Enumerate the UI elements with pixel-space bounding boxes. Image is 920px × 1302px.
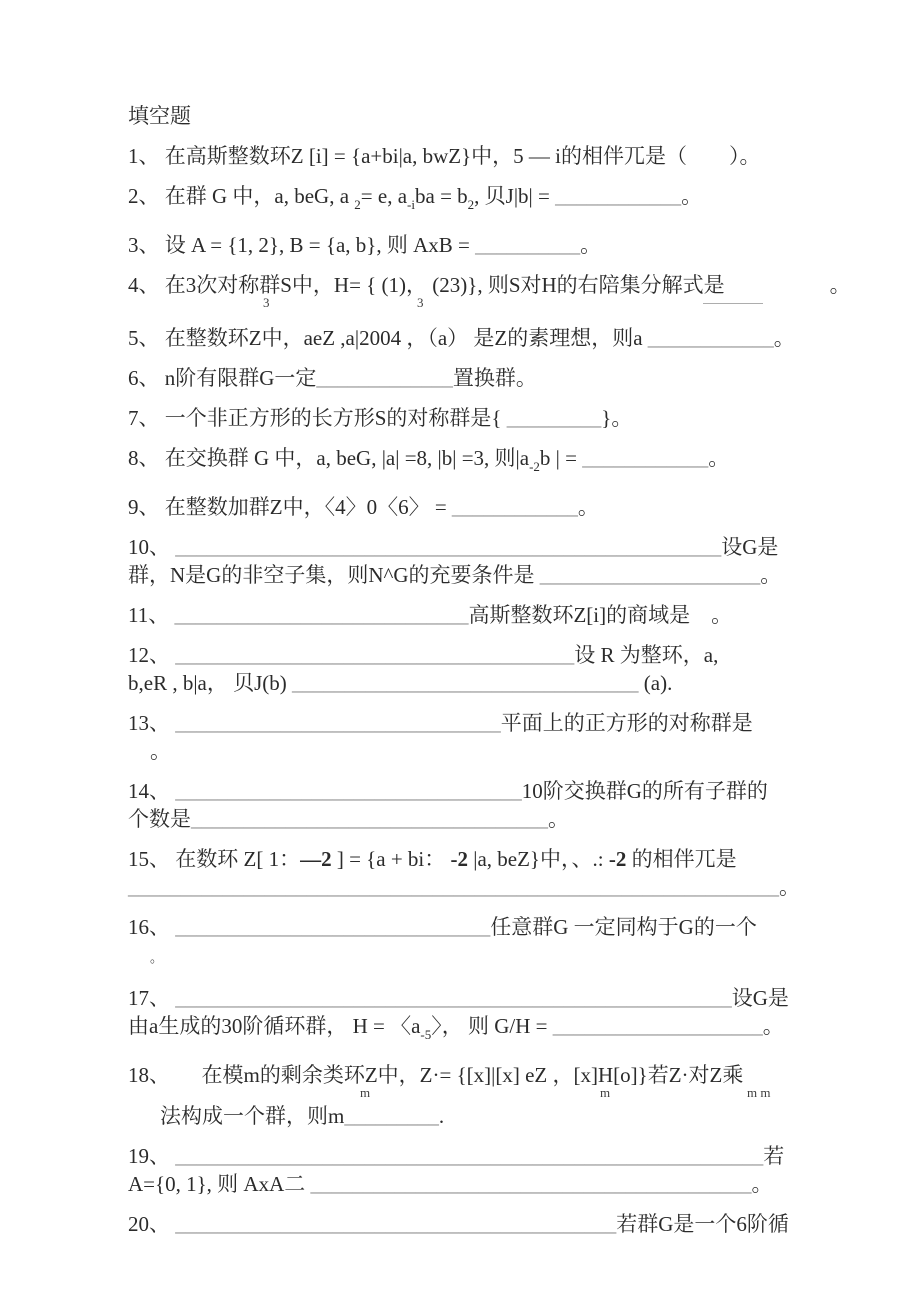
question-line (128, 271, 870, 312)
text-segment: 。 (708, 446, 730, 470)
blank-underline: ____________ (555, 184, 682, 208)
question-line (128, 873, 870, 901)
question-line (128, 941, 870, 972)
text-segment (725, 273, 830, 297)
blank-underline: ____________________________________________________ (175, 535, 722, 559)
text-segment: 。 (580, 233, 602, 257)
question-line (128, 984, 870, 1012)
text-segment: 置换群。 (452, 366, 537, 390)
text-segment: 的相伴兀是 (626, 847, 737, 871)
text-segment: 。 (779, 875, 800, 899)
question-line (128, 845, 870, 873)
question-line (128, 641, 870, 669)
subscript-row (128, 1085, 870, 1102)
text-segment: -2 (529, 459, 540, 474)
text-segment: 15、 在数环 Z[ 1： (128, 847, 301, 871)
question-line (128, 364, 870, 392)
text-segment: 7、 一个非正方形的长方形S的对称群是{ (128, 406, 507, 430)
question-line (128, 1012, 870, 1049)
text-segment: 6、 n阶有限群G一定 (128, 366, 317, 390)
text-segment: 8、 在交换群 G 中，a, beG, |a| =8, |b| =3, 则|a (128, 446, 530, 470)
text-segment: ba = b (415, 184, 468, 208)
text-segment: (a). (638, 671, 673, 695)
subscript-glyph: m (360, 1085, 371, 1100)
text-segment: 若群G是一个6阶循 (616, 1212, 789, 1236)
text-segment: 。 (773, 326, 795, 350)
text-segment: -5 (420, 1027, 432, 1042)
question-line (128, 142, 870, 170)
text-segment: 14、 (128, 779, 176, 803)
text-segment: —2 (300, 847, 332, 871)
blank-underline: _______________________________ (175, 711, 501, 735)
page-title: 填空题 (128, 104, 191, 128)
text-segment: 任意群G 一定同构于G的一个 (490, 915, 757, 939)
question-line (128, 1142, 870, 1170)
text-segment: 个数是 (128, 807, 191, 831)
text-segment: 2、 在群 G 中，a, beG, a (128, 184, 355, 208)
text-segment: 。 (577, 495, 599, 519)
blank-underline: __________________________________________ (175, 1212, 617, 1236)
question-line (128, 231, 870, 259)
text-segment: 5、 在整数环Z中，aeZ ,a|2004 ，（a） 是Z的素理想，则a (128, 326, 648, 350)
blank-underline: _________ (344, 1104, 439, 1128)
text-segment: 3、 设 A = {1, 2}, B = {a, b}, 则 AxB = (128, 233, 476, 257)
blank-underline: __________________________________________ (310, 1172, 752, 1196)
text-segment: |a, beZ}中，、.: (468, 847, 609, 871)
blank-underline: _________________________________ (175, 779, 522, 803)
blank-rule (703, 303, 763, 304)
text-segment: 18、 在模m的剩余类环Z中，Z·= {[x]|[x] eZ ，[x]H[o]}若Z·对Z乘 (128, 1063, 744, 1087)
question-line (128, 404, 870, 432)
text-segment: 。 (150, 739, 171, 763)
text-segment: 10阶交换群G的所有子群的 (521, 779, 768, 803)
text-segment: 平面上的正方形的对称群是 (500, 711, 753, 735)
text-segment: 〉， 则 G/H = (431, 1014, 553, 1038)
question-line (128, 669, 870, 697)
text-segment: ] = {a + bi： (331, 847, 451, 871)
subscript-glyph: m m (747, 1085, 771, 1100)
subscript-glyph: 3 (417, 295, 424, 310)
text-segment: 。 (150, 950, 164, 965)
text-segment: -i (407, 197, 415, 212)
text-segment: b,eR , b|a， 贝J(b) (128, 671, 293, 695)
text-segment: 13、 (128, 711, 176, 735)
text-segment: }。 (601, 406, 633, 430)
text-segment: 。 (760, 563, 782, 587)
blank-underline: ____________________________ (174, 603, 469, 627)
text-segment: 高斯整数环Z[i]的商域是 。 (468, 603, 733, 627)
text-segment: 设 R 为整环，a, (574, 643, 719, 667)
question-line (128, 737, 870, 765)
blank-underline: _____________ (316, 366, 453, 390)
question-line (128, 1170, 870, 1198)
question-line (128, 1061, 870, 1102)
text-segment: 。 (829, 273, 851, 297)
blank-underline: ________________________________________________________ (175, 1144, 764, 1168)
text-segment: = e, a (360, 184, 408, 208)
question-line (128, 1210, 870, 1238)
text-segment: -2 (450, 847, 468, 871)
question-line (128, 1102, 870, 1130)
text-segment: 11、 (128, 603, 175, 627)
text-segment: 10、 (128, 535, 176, 559)
text-segment: 19、 (128, 1144, 176, 1168)
text-segment: 设G是 (721, 535, 779, 559)
text-segment: -2 (608, 847, 627, 871)
question-line (128, 805, 870, 833)
question-line (128, 601, 870, 629)
blank-underline: _________________________________ (292, 671, 639, 695)
text-segment: 9、 在整数加群Z中，〈4〉0〈6〉 = (128, 495, 452, 519)
blank-underline: ______________________________ (175, 915, 491, 939)
text-segment: b | = (539, 446, 583, 470)
text-segment: 2 (467, 197, 475, 212)
question-line (128, 533, 870, 561)
blank-underline: ______________________________________ (175, 643, 575, 667)
subscript-glyph: m (600, 1085, 611, 1100)
subscript-glyph: 3 (263, 295, 270, 310)
text-segment: , 贝J|b| = (474, 184, 556, 208)
text-segment: 群，N是G的非空子集，则N^G的充要条件是 (128, 563, 540, 587)
text-segment: 由a生成的30阶循环群， H = 〈a (128, 1014, 421, 1038)
blank-underline: _____________________________________________________ (175, 986, 732, 1010)
text-segment: 法构成一个群，则m (160, 1104, 345, 1128)
text-segment: 12、 (128, 643, 176, 667)
question-line (128, 324, 870, 352)
question-line (128, 561, 870, 589)
text-segment: 16、 (128, 915, 176, 939)
text-segment: A={0, 1}, 则 AxA二 (128, 1172, 311, 1196)
text-segment: 20、 (128, 1212, 176, 1236)
document-body (128, 142, 870, 1238)
blank-underline: ____________ (647, 326, 774, 350)
question-line (128, 709, 870, 737)
text-segment: 。 (762, 1014, 784, 1038)
question-line (128, 182, 870, 219)
blank-underline: ____________ (451, 495, 578, 519)
text-segment: . (438, 1104, 445, 1128)
question-line (128, 444, 870, 481)
text-segment: 。 (681, 184, 703, 208)
blank-underline: ____________________ (552, 1014, 763, 1038)
blank-underline: ______________________________________________________________ (128, 875, 779, 899)
text-segment: 。 (548, 807, 569, 831)
blank-underline: ____________ (582, 446, 709, 470)
blank-underline: __________________________________ (191, 807, 548, 831)
text-segment: 若 (763, 1144, 785, 1168)
subscript-row (128, 295, 870, 312)
text-segment: 17、 (128, 986, 176, 1010)
question-line (128, 913, 870, 941)
question-line (128, 493, 870, 521)
text-segment: 4、 在3次对称群S中，H= { (1)， (23)}, 则S对H的右陪集分解式是 (128, 273, 725, 297)
text-segment: 1、 在高斯整数环Z [i] = {a+bi|a, bwZ}中，5 — i的相伴兀是（ ）。 (128, 144, 761, 168)
text-segment: 2 (354, 197, 361, 212)
blank-underline: _________ (506, 406, 602, 430)
blank-underline: _____________________ (539, 563, 761, 587)
text-segment: 。 (751, 1172, 773, 1196)
blank-underline: __________ (475, 233, 581, 257)
text-segment: 设G是 (731, 986, 789, 1010)
question-line (128, 777, 870, 805)
